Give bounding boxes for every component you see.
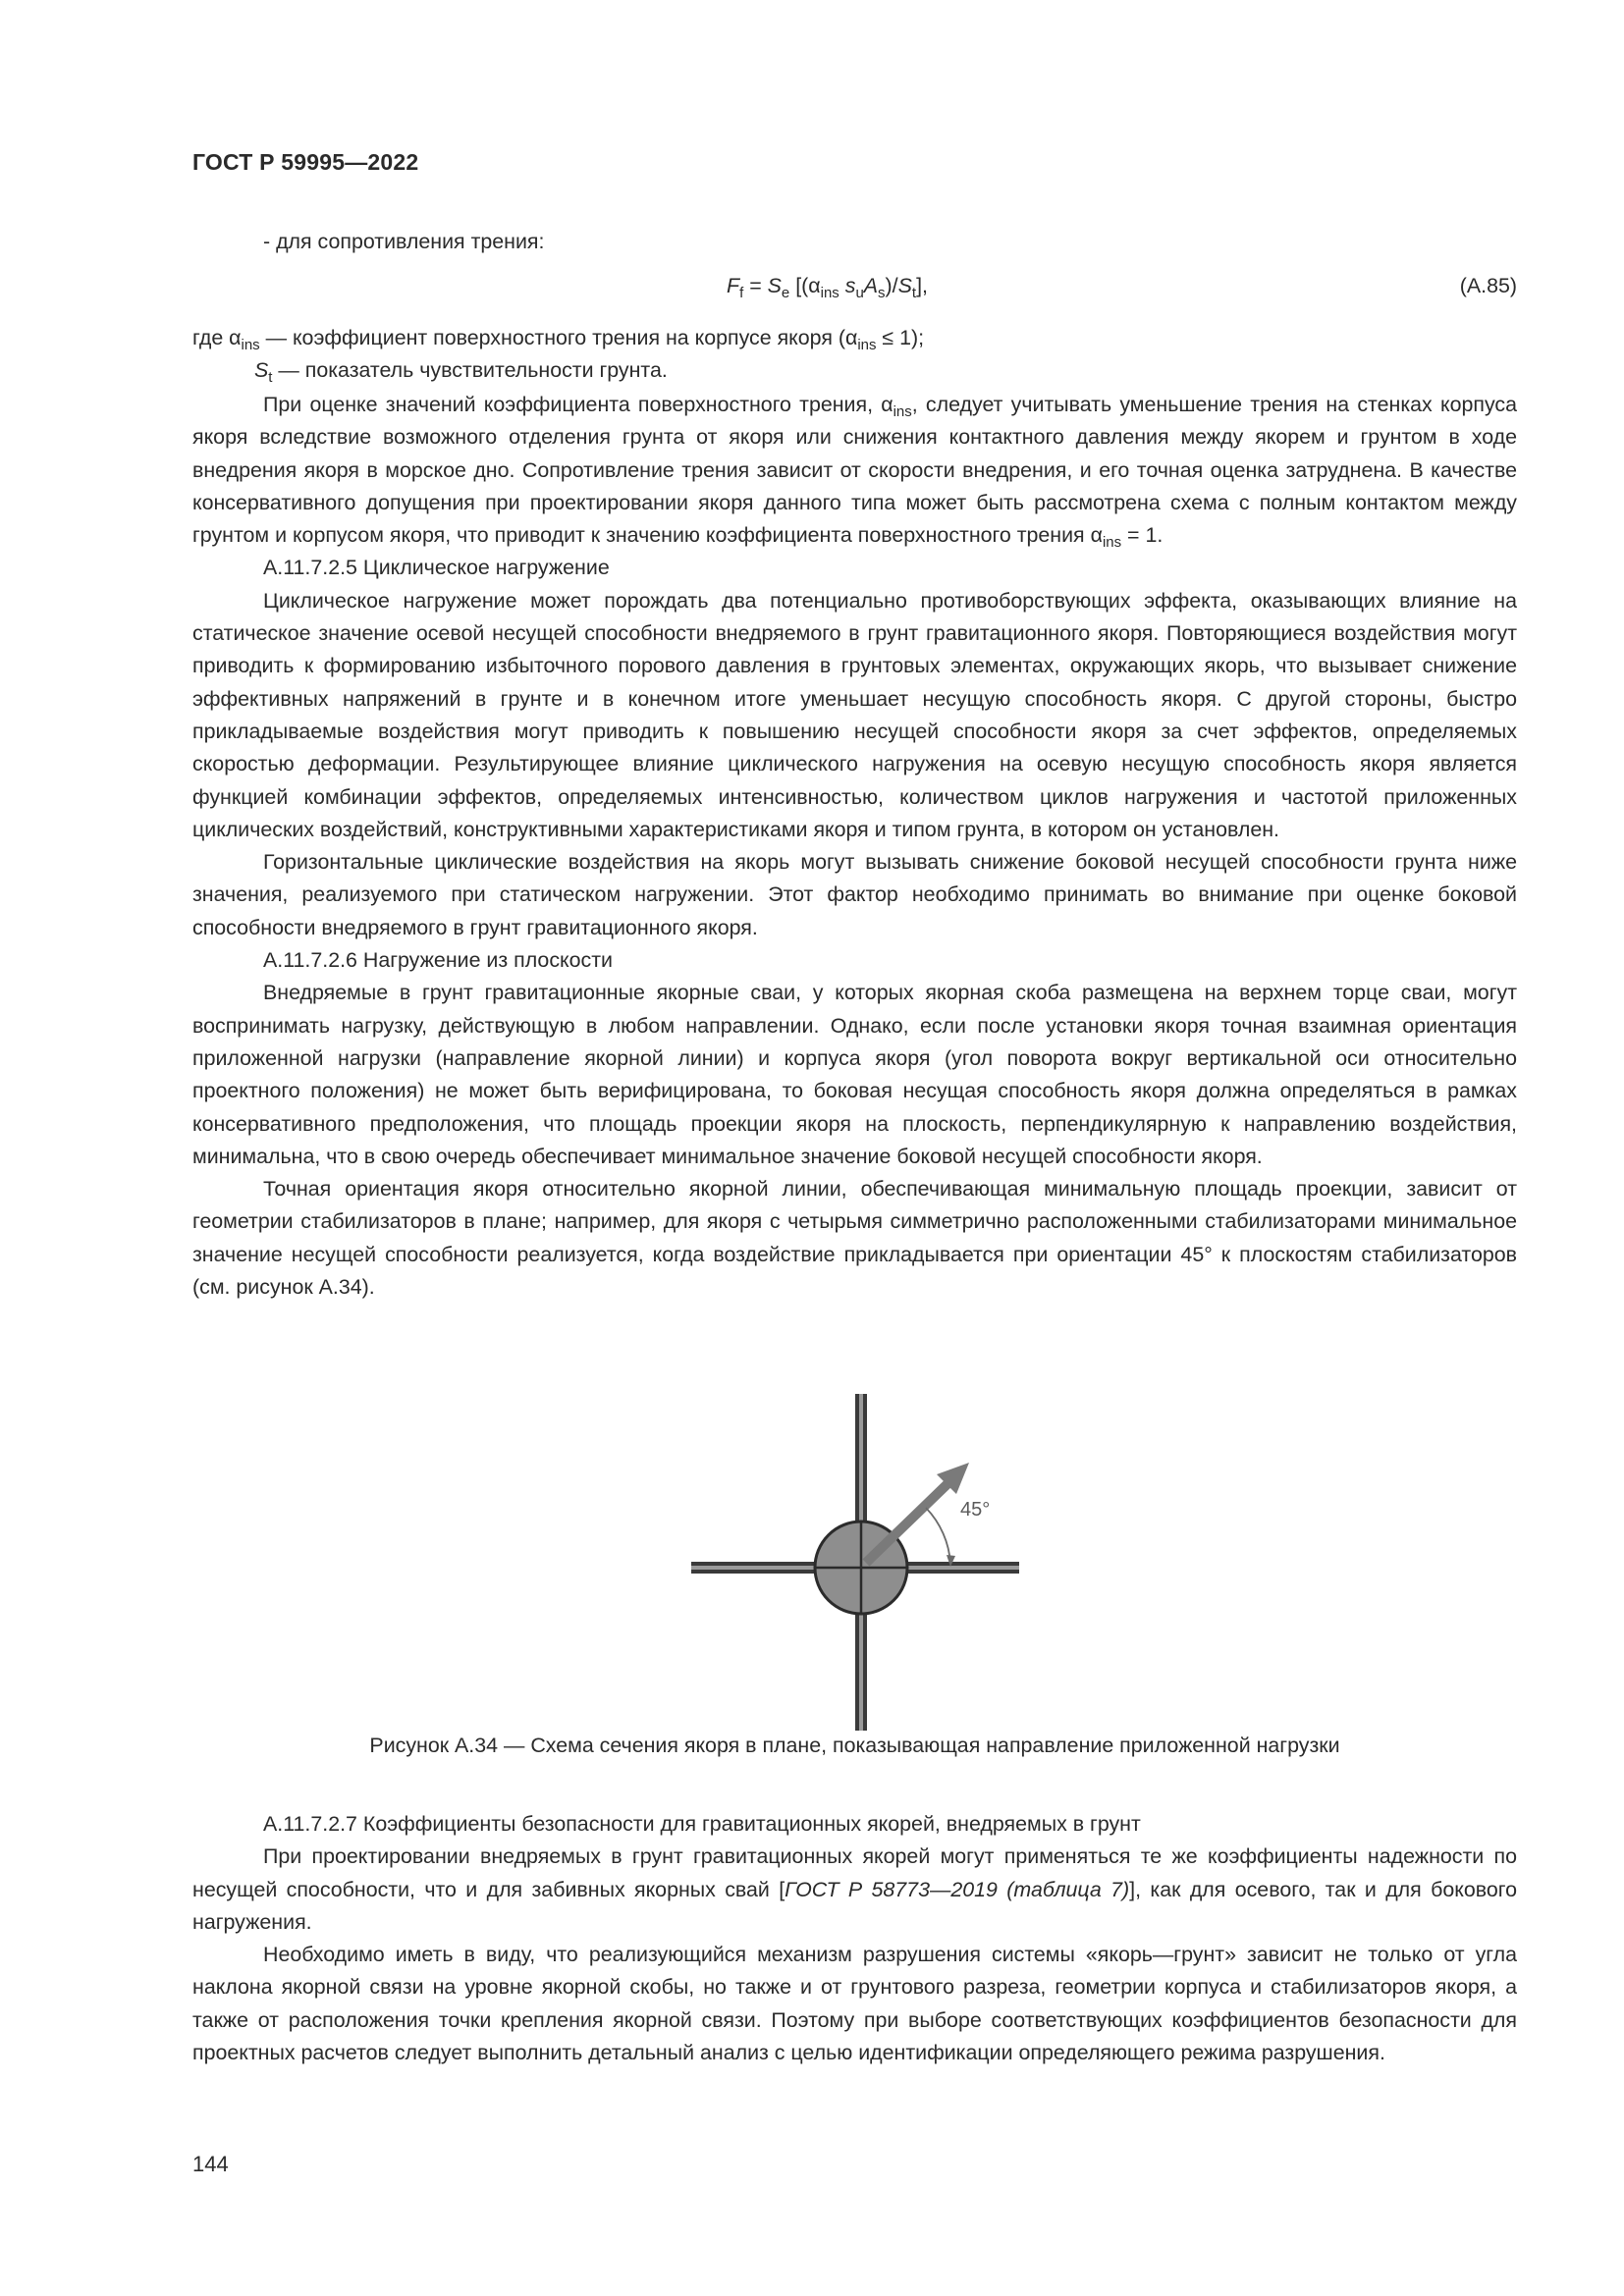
section-heading-safety: А.11.7.2.7 Коэффициенты безопасности для гравитационных якорей, внедряемых в грунт <box>263 1812 1141 1836</box>
formula-a85 <box>192 270 1517 303</box>
load-arrow-shaft <box>866 1476 955 1563</box>
para-friction: При оценке значений коэффициента поверхностного трения, $\alpha_{ins}$, следует учитывать уменьшение трения на стенках корпуса якоря вследствие возможного отделения грунта от якоря или снижения контактного давления между якорем и грунтом в ходе внедрения якоря в морское дно. Сопротивление трения зависит от скорости внедрения, и его точная оценка затруднена. В качестве консервативного допущения при проектировании якоря данного типа может быть рассмотрена схема с полным контактом между грунтом и корпусом якоря, что приводит к значению коэффициента поверхностного трения $\alpha_{ins} = 1$. <box>192 393 1517 552</box>
figure-caption: Рисунок А.34 — Схема сечения якоря в плане, показывающая направление приложенной нагрузки <box>369 1734 1340 1757</box>
para-oop-1: Внедряемые в грунт гравитационные якорные сваи, у которых якорная скоба размещена на верхнем торце сваи, могут воспринимать нагрузку, действующую в любом направлении. Однако, если после установки якоря точная взаимная ориентация приложенной нагрузки (направление якорной линии) и корпуса якоря (угол поворота вокруг вертикальной оси относительно проектного положения) не может быть верифицирована, то боковая несущая способность якоря должна определяться в рамках консервативного предположения, что площадь проекции якоря на плоскость, перпендикулярную к направлению воздействия, минимальна, что в свою очередь обеспечивает минимальное значение боковой несущей способности якоря. <box>192 981 1517 1168</box>
friction-intro: - для сопротивления трения: <box>263 230 545 253</box>
page-number: 144 <box>192 2152 229 2176</box>
formula-number: (А.85) <box>1459 274 1517 297</box>
section-heading-cyclic: А.11.7.2.5 Циклическое нагружение <box>263 556 610 580</box>
where-clause <box>192 322 1517 388</box>
body-text-lower <box>192 1808 1517 2069</box>
figure-anchor-section <box>677 1394 1021 1733</box>
body-text <box>192 389 1517 1304</box>
where-line-st: $S_t$ — показатель чувствительности грунта. <box>254 358 668 387</box>
reference-gost: ГОСТ Р 58773—2019 (таблица 7) <box>785 1877 1130 1901</box>
anchor-section-diagram <box>677 1394 1021 1733</box>
angle-label: 45° <box>960 1499 991 1521</box>
section-heading-out-of-plane: А.11.7.2.6 Нагружение из плоскости <box>263 948 613 973</box>
para-cyclic-2: Горизонтальные циклические воздействия на якорь могут вызывать снижение боковой несущей способности грунта ниже значения, реализуемого при статическом нагружении. Этот фактор необходимо принимать во внимание при оценке боковой способности внедряемого в грунт гравитационного якоря. <box>192 850 1517 939</box>
para-cyclic-1: Циклическое нагружение может порождать два потенциально противоборствующих эффекта, оказывающих влияние на статическое значение осевой несущей способности внедряемого в грунт гравитационного якоря. Повторяющиеся воздействия могут приводить к формированию избыточного порового давления в грунтовых элементах, окружающих якорь, что вызывает снижение эффективных напряжений в грунте и в конечном итоге уменьшает несущую способность якоря. С другой стороны, быстро прикладываемые воздействия могут приводить к повышению несущей способности якоря за счет эффектов, определяемых скоростью деформации. Результирующее влияние циклического нагружения на осевую несущую способность якоря является функцией комбинации эффектов, определяемых интенсивностью, количеством циклов нагружения и частотой приложенных циклических воздействий, конструктивными характеристиками якоря и типом грунта, в котором он установлен. <box>192 588 1517 841</box>
document-standard-header: ГОСТ Р 59995—2022 <box>192 149 419 175</box>
para-oop-2: Точная ориентация якоря относительно якорной линии, обеспечивающая минимальную площадь проекции, зависит от геометрии стабилизаторов в плане; например, для якоря с четырьмя симметрично расположенными стабилизаторами минимальное значение несущей способности реализуется, когда воздействие прикладывается при ориентации 45° к плоскостям стабилизаторов (см. рисунок А.34). <box>192 1177 1517 1300</box>
where-line-alpha: где $\alpha_{ins}$ — коэффициент поверхностного трения на корпусе якоря $(\alpha_{ins} \le 1)$; <box>192 326 925 353</box>
para-safety-1: При проектировании внедряемых в грунт гравитационных якорей могут применяться те же коэффициенты надежности по несущей способности, что и для забивных якорных свай [ГОСТ Р 58773—2019 (таблица 7)], как для осевого, так и для бокового нагружения. <box>192 1844 1517 1934</box>
friction-formula: $F_f = S_e$ [($\alpha_{ins}$ $s_uA_s)/S_t$], <box>727 274 928 301</box>
para-safety-2: Необходимо иметь в виду, что реализующийся механизм разрушения системы «якорь—грунт» зависит не только от угла наклона якорной связи на уровне якорной скобы, но также и от грунтового разреза, геометрии корпуса и стабилизаторов якоря, а также от расположения точки крепления якорной связи. Поэтому при выборе соответствующих коэффициентов безопасности для проектных расчетов следует выполнить детальный анализ с целью идентификации определяющего режима разрушения. <box>192 1943 1517 2065</box>
